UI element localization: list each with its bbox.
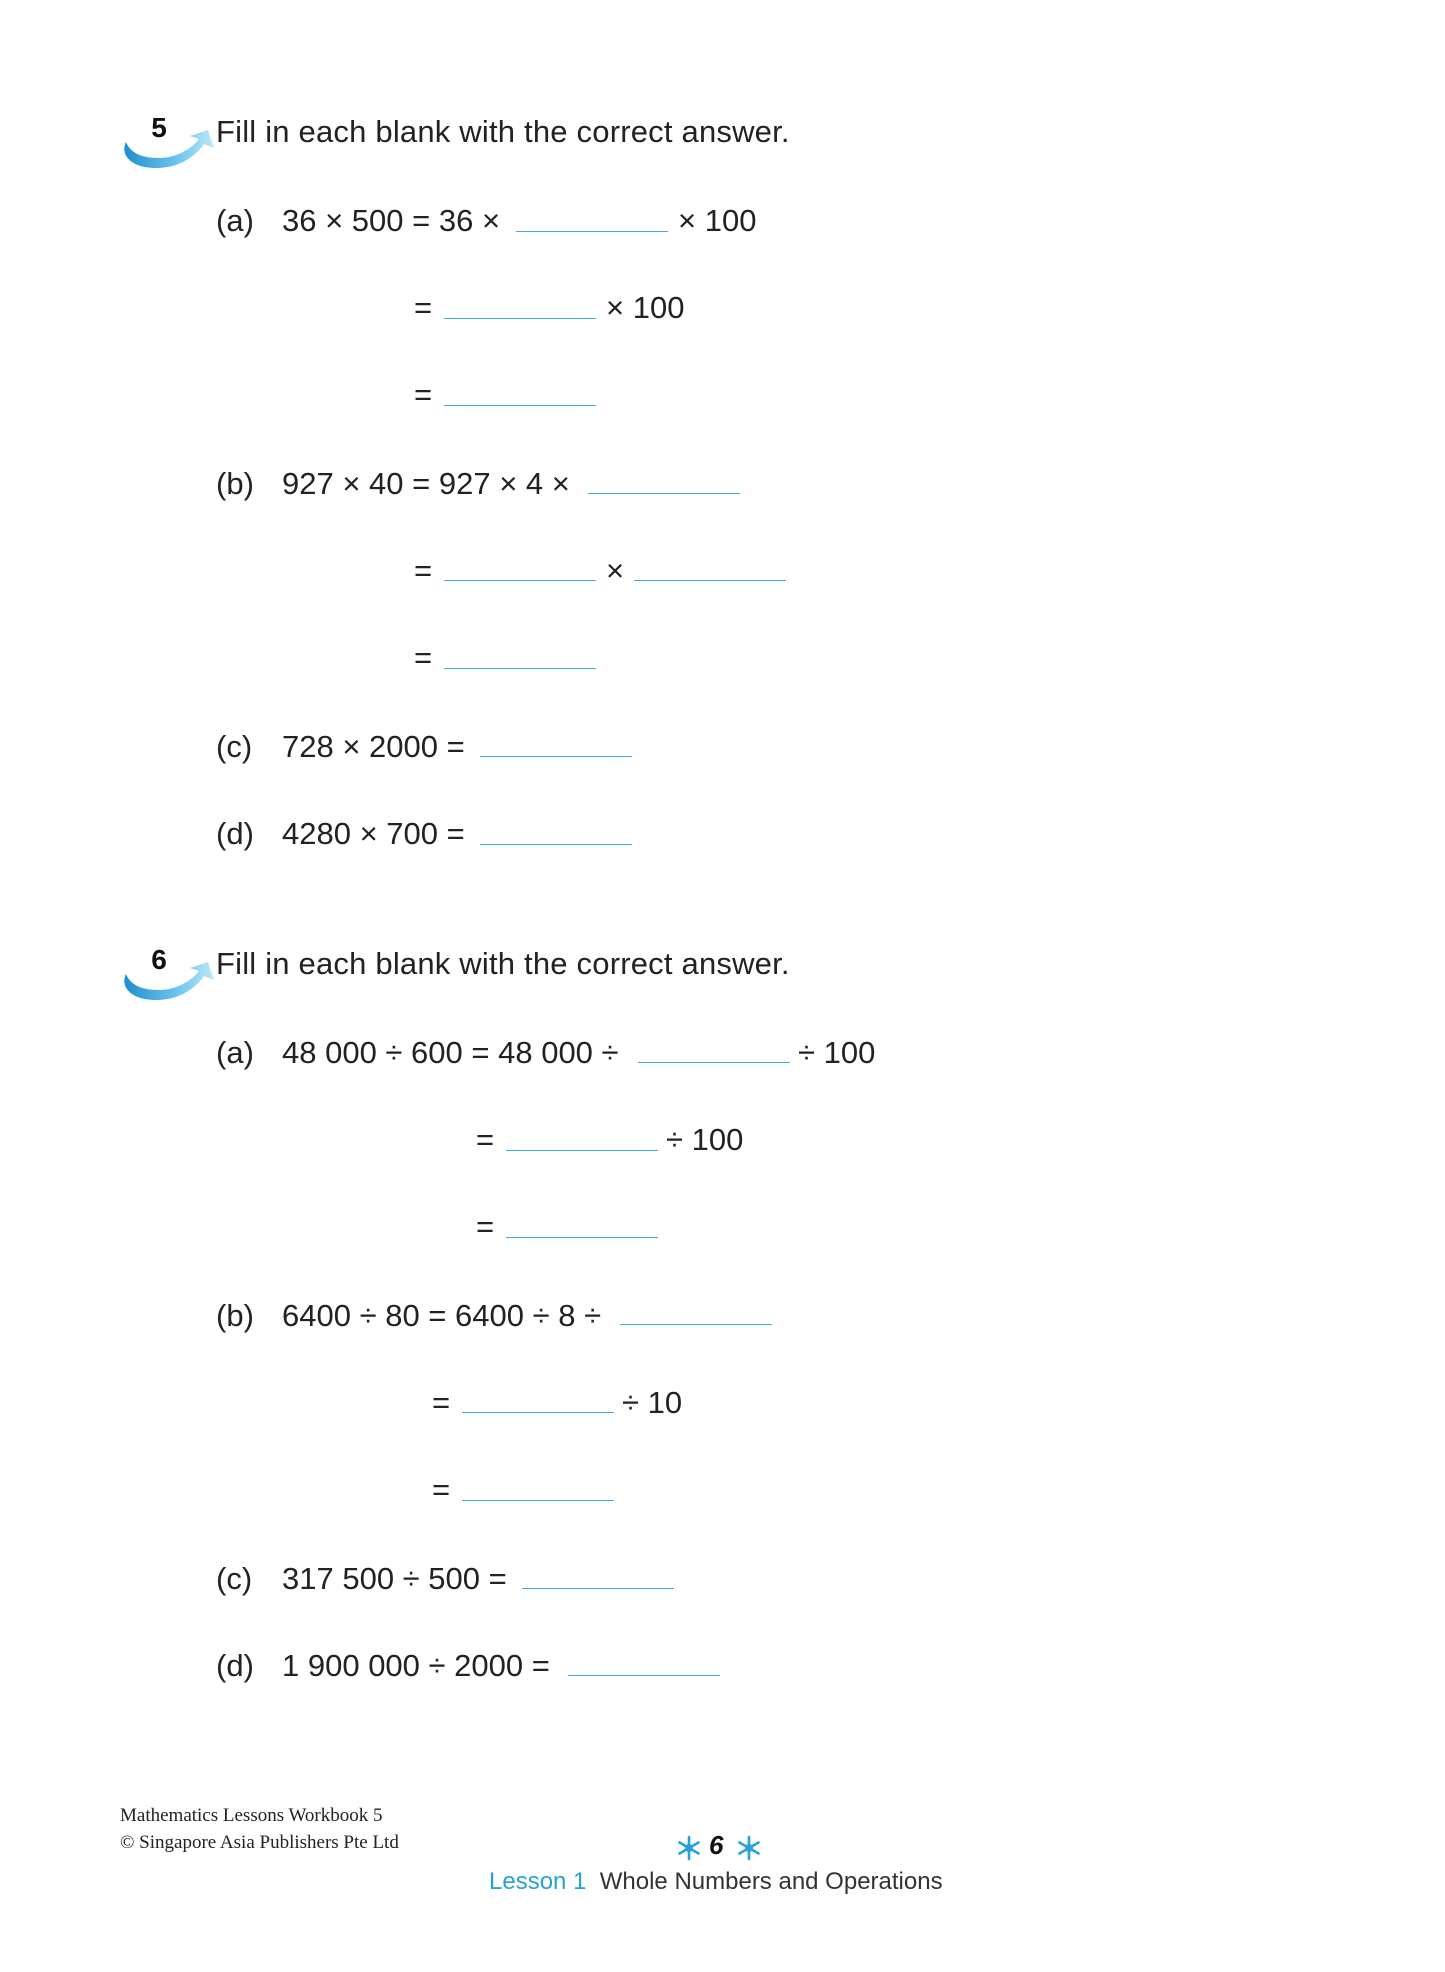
- book-title: Mathematics Lessons Workbook 5: [120, 1805, 383, 1826]
- part-label: (b): [216, 1298, 254, 1333]
- question-number-badge: [120, 944, 215, 1010]
- question-instruction: Fill in each blank with the correct answer.: [216, 114, 790, 149]
- equation-text: ÷ 100: [666, 1122, 744, 1157]
- equation-text: ÷ 100: [798, 1035, 876, 1070]
- answer-blank[interactable]: [444, 405, 596, 406]
- equation-text: 728 × 2000 =: [282, 729, 465, 764]
- answer-blank[interactable]: [588, 493, 740, 494]
- answer-blank[interactable]: [462, 1500, 614, 1501]
- lesson-footer: [489, 1868, 943, 1896]
- equation-text: 36 × 500 = 36 ×: [282, 203, 501, 238]
- part-label: (d): [216, 816, 254, 851]
- operator-sign: ×: [606, 553, 625, 588]
- part-label: (a): [216, 203, 254, 238]
- answer-blank[interactable]: [568, 1675, 720, 1676]
- question-number-badge: [120, 112, 215, 178]
- equation-text: × 100: [606, 290, 685, 325]
- page-number: 6: [709, 1830, 724, 1860]
- answer-blank[interactable]: [444, 580, 596, 581]
- snowflake-icon: [676, 1835, 702, 1861]
- equation-text: 4280 × 700 =: [282, 816, 465, 851]
- snowflake-icon: [736, 1835, 762, 1861]
- equation-text: × 100: [678, 203, 757, 238]
- equals-sign: =: [476, 1209, 495, 1244]
- part-label: (a): [216, 1035, 254, 1070]
- answer-blank[interactable]: [480, 844, 632, 845]
- equation-text: 1 900 000 ÷ 2000 =: [282, 1648, 550, 1683]
- lesson-label: Lesson 1: [489, 1868, 587, 1895]
- answer-blank[interactable]: [522, 1588, 674, 1589]
- equation-text: 6400 ÷ 80 = 6400 ÷ 8 ÷: [282, 1298, 602, 1333]
- equation-text: 48 000 ÷ 600 = 48 000 ÷: [282, 1035, 619, 1070]
- answer-blank[interactable]: [444, 668, 596, 669]
- answer-blank[interactable]: [506, 1150, 658, 1151]
- answer-blank[interactable]: [634, 580, 786, 581]
- question-number: 6: [151, 944, 167, 975]
- copyright: © Singapore Asia Publishers Pte Ltd: [120, 1832, 399, 1853]
- equals-sign: =: [414, 553, 433, 588]
- equals-sign: =: [414, 290, 433, 325]
- answer-blank[interactable]: [506, 1237, 658, 1238]
- answer-blank[interactable]: [620, 1324, 772, 1325]
- equals-sign: =: [414, 377, 433, 412]
- lesson-title: Whole Numbers and Operations: [599, 1868, 943, 1895]
- equals-sign: =: [432, 1385, 451, 1420]
- equals-sign: =: [432, 1472, 451, 1507]
- equation-text: ÷ 10: [622, 1385, 683, 1420]
- part-label: (c): [216, 729, 253, 764]
- part-label: (c): [216, 1561, 253, 1596]
- equation-text: 927 × 40 = 927 × 4 ×: [282, 466, 570, 501]
- question-instruction: Fill in each blank with the correct answer.: [216, 946, 790, 981]
- answer-blank[interactable]: [638, 1062, 790, 1063]
- part-label: (b): [216, 466, 254, 501]
- equation-text: 317 500 ÷ 500 =: [282, 1561, 507, 1596]
- question-number: 5: [151, 112, 167, 143]
- part-label: (d): [216, 1648, 254, 1683]
- answer-blank[interactable]: [516, 231, 668, 232]
- equals-sign: =: [476, 1122, 495, 1157]
- answer-blank[interactable]: [444, 318, 596, 319]
- answer-blank[interactable]: [480, 756, 632, 757]
- answer-blank[interactable]: [462, 1412, 614, 1413]
- equals-sign: =: [414, 640, 433, 675]
